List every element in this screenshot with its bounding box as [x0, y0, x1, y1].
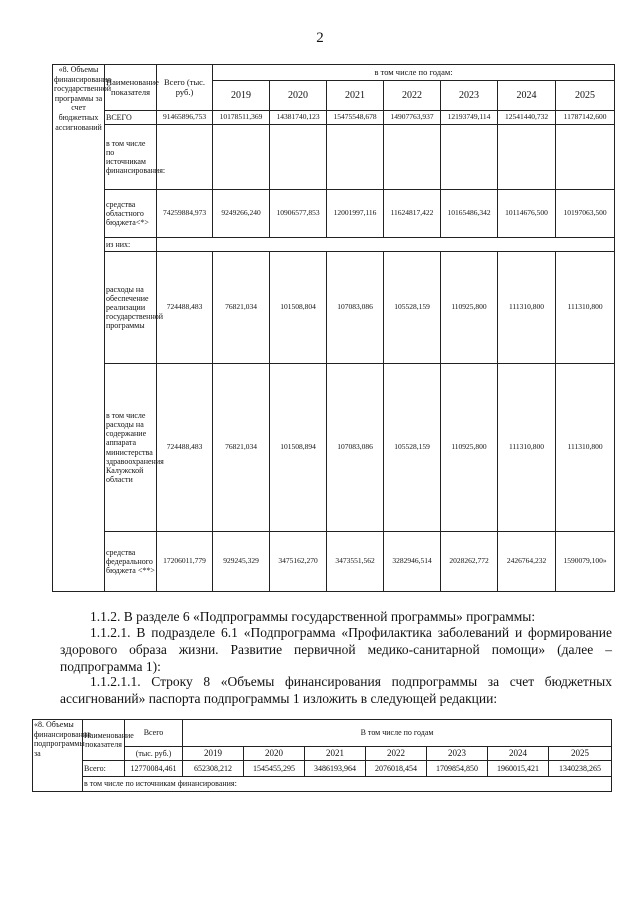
row-total: 724488,483 — [157, 252, 213, 364]
year-cell: 2019 — [213, 81, 270, 111]
value-cell: 12001997,116 — [327, 190, 384, 238]
value-cell: 1545455,295 — [244, 761, 305, 777]
row-label: Всего: — [83, 761, 125, 777]
table1-name-header: Наименование показателя — [105, 65, 157, 111]
value-cell: 3282946,514 — [384, 532, 441, 592]
value-cell: 9249266,240 — [213, 190, 270, 238]
value-cell: 107083,086 — [327, 364, 384, 532]
year-cell: 2024 — [488, 747, 549, 761]
value-cell: 14907763,937 — [384, 111, 441, 125]
paragraph-1-1-2: 1.1.2. В разделе 6 «Подпрограммы государственной программы» программы: — [90, 609, 536, 624]
page-number: 2 — [316, 30, 324, 46]
value-cell: 10178511,369 — [213, 111, 270, 125]
value-cell: 11624817,422 — [384, 190, 441, 238]
table1-first-col: «8. Объемы финансирования государственной программы за счет бюджетных ассигнований — [53, 65, 105, 592]
row-total: 724488,483 — [157, 364, 213, 532]
value-cell: 107083,086 — [327, 252, 384, 364]
table2-years-header: В том числе по годам — [183, 720, 612, 747]
value-cell: 111310,800 — [498, 252, 556, 364]
value-cell — [327, 125, 384, 190]
value-cell: 111310,800 — [556, 364, 615, 532]
year-cell: 2022 — [366, 747, 427, 761]
row-total: 12770084,461 — [125, 761, 183, 777]
year-cell: 2022 — [384, 81, 441, 111]
year-cell: 2024 — [498, 81, 556, 111]
value-cell — [441, 125, 498, 190]
value-cell: 1960015,421 — [488, 761, 549, 777]
value-cell: 110925,800 — [441, 252, 498, 364]
paragraph-1-1-2-1: 1.1.2.1. В подразделе 6.1 «Подпрограмма «Профилактика заболеваний и формирование здорового образа жизни. Развитие первичной медико-санитарной помощи» (далее – подпрограмма 1): — [60, 625, 612, 675]
value-cell: 2426764,232 — [498, 532, 556, 592]
value-cell: 76821,034 — [213, 252, 270, 364]
value-cell: 3486193,964 — [305, 761, 366, 777]
row-total: 74259884,973 — [157, 190, 213, 238]
row-label: из них: — [105, 238, 157, 252]
table1-total-header: Всего (тыс. руб.) — [157, 65, 213, 111]
value-cell: 2076018,454 — [366, 761, 427, 777]
row-label: в том числе по источникам финансирования: — [105, 125, 157, 190]
value-cell: 1340238,265 — [549, 761, 612, 777]
value-cell: 652308,212 — [183, 761, 244, 777]
value-cell — [498, 125, 556, 190]
value-cell: 3475162,270 — [270, 532, 327, 592]
value-cell: 105528,159 — [384, 364, 441, 532]
table-row — [53, 238, 615, 252]
value-cell: 15475548,678 — [327, 111, 384, 125]
table-row — [53, 532, 615, 592]
table2-total-header-bottom: (тыс. руб.) — [125, 747, 183, 761]
year-cell: 2025 — [549, 747, 612, 761]
year-cell: 2020 — [244, 747, 305, 761]
sources-row: в том числе по источникам финансирования: — [83, 777, 612, 792]
value-cell: 3473551,562 — [327, 532, 384, 592]
value-cell: 10114676,500 — [498, 190, 556, 238]
row-label: средства федерального бюджета <**> — [105, 532, 157, 592]
table2-name-header: Наименование показателя — [83, 720, 125, 761]
year-cell: 2020 — [270, 81, 327, 111]
row-label: расходы на обеспечение реализации государственной программы — [105, 252, 157, 364]
year-cell: 2019 — [183, 747, 244, 761]
row-total: 17206011,779 — [157, 532, 213, 592]
funding-table-program — [52, 64, 615, 592]
row-label: средства областного бюджета<*> — [105, 190, 157, 238]
year-cell: 2023 — [427, 747, 488, 761]
row-total — [157, 125, 213, 190]
year-cell: 2021 — [327, 81, 384, 111]
value-cell: 10165486,342 — [441, 190, 498, 238]
value-cell: 11787142,600 — [556, 111, 615, 125]
value-cell: 12541440,732 — [498, 111, 556, 125]
value-cell: 2028262,772 — [441, 532, 498, 592]
value-cell: 76821,034 — [213, 364, 270, 532]
table-row — [53, 364, 615, 532]
value-cell: 14381740,123 — [270, 111, 327, 125]
paragraph-1-1-2-1-1: 1.1.2.1.1. Строку 8 «Объемы финансирования подпрограммы за счет бюджетных ассигнований» паспорта подпрограммы 1 изложить в следующей редакции: — [60, 674, 612, 707]
value-cell: 10197063,500 — [556, 190, 615, 238]
value-cell: 929245,329 — [213, 532, 270, 592]
table1-years-header: в том числе по годам: — [213, 65, 615, 81]
row-label: ВСЕГО — [105, 111, 157, 125]
value-cell: 105528,159 — [384, 252, 441, 364]
table-row — [33, 777, 612, 792]
table-row — [53, 111, 615, 125]
value-cell: 110925,800 — [441, 364, 498, 532]
table2-first-col: «8. Объемы финансирования подпрограммы за — [33, 720, 83, 792]
table-row — [53, 252, 615, 364]
table-row — [53, 125, 615, 190]
funding-table-subprogram — [32, 719, 612, 792]
value-cell: 101508,804 — [270, 252, 327, 364]
value-cell: 10906577,853 — [270, 190, 327, 238]
value-cell: 101508,894 — [270, 364, 327, 532]
table-row — [53, 190, 615, 238]
year-cell: 2025 — [556, 81, 615, 111]
value-cell: 12193749,114 — [441, 111, 498, 125]
table-row — [33, 761, 612, 777]
year-cell: 2021 — [305, 747, 366, 761]
value-cell — [270, 125, 327, 190]
value-cell: 1590079,100» — [556, 532, 615, 592]
row-total: 91465896,753 — [157, 111, 213, 125]
row-label: в том числе расходы на содержание аппарата министерства здравоохранения Калужской области — [105, 364, 157, 532]
table2-total-header-top: Всего — [125, 720, 183, 747]
year-cell: 2023 — [441, 81, 498, 111]
value-cell — [213, 125, 270, 190]
value-cell: 111310,800 — [498, 364, 556, 532]
value-cell: 1709854,850 — [427, 761, 488, 777]
value-cell — [384, 125, 441, 190]
value-cell: 111310,800 — [556, 252, 615, 364]
value-cell — [556, 125, 615, 190]
